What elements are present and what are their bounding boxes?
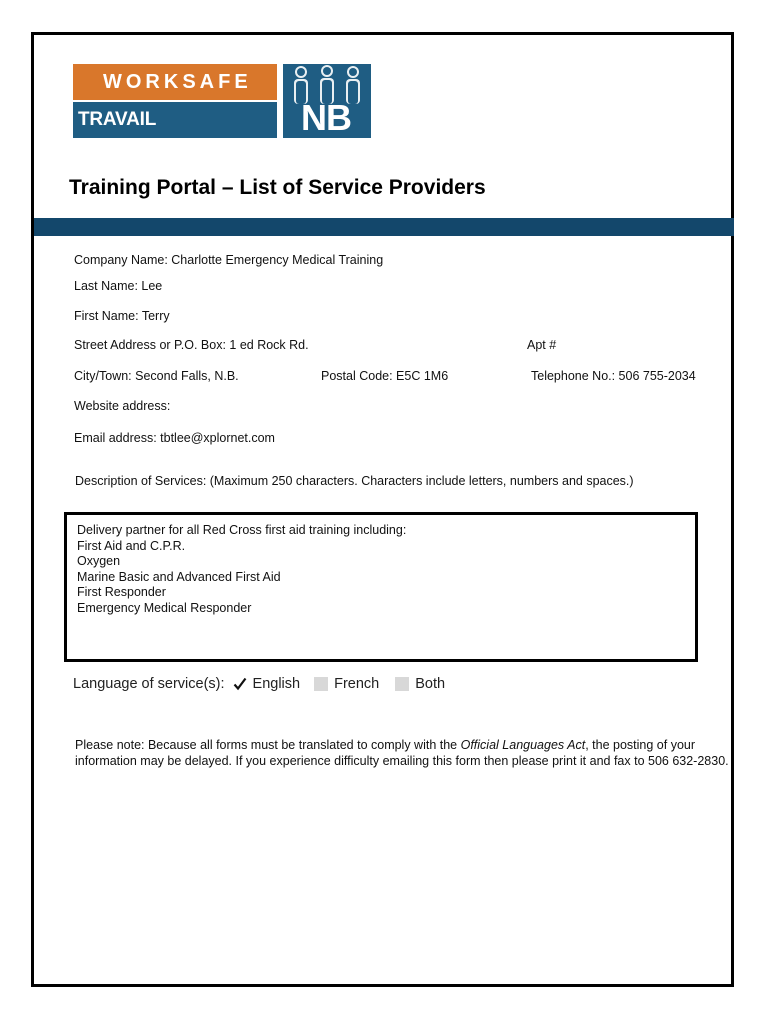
english-checkbox[interactable]: [233, 677, 247, 691]
checkmark-icon: [233, 677, 247, 691]
description-label: Description of Services: (Maximum 250 characters. Characters include letters, numbers and spaces.): [75, 474, 634, 488]
description-box: [64, 512, 698, 662]
postal-code-field: Postal Code: E5C 1M6: [321, 369, 449, 383]
website-field: Website address:: [74, 399, 171, 413]
company-name-field: Company Name: Charlotte Emergency Medical Training: [74, 253, 384, 267]
language-option-french[interactable]: [314, 676, 379, 692]
please-note: [75, 738, 745, 769]
both-label: Both: [415, 676, 446, 692]
page-title: Training Portal – List of Service Providers: [69, 176, 486, 199]
description-line: Marine Basic and Advanced First Aid: [77, 569, 281, 584]
note-text-before: Please note: Because all forms must be translated to comply with the: [75, 738, 461, 752]
city-field: City/Town: Second Falls, N.B.: [74, 369, 239, 383]
both-checkbox[interactable]: [395, 677, 409, 691]
description-line: First Aid and C.P.R.: [77, 538, 186, 553]
description-line: First Responder: [77, 585, 166, 599]
french-label: French: [334, 676, 380, 692]
language-row: [73, 676, 445, 692]
worksafe-logo: [73, 64, 373, 166]
logo-nb-text: NB: [301, 97, 351, 138]
description-line: Emergency Medical Responder: [77, 600, 252, 615]
street-address-field: Street Address or P.O. Box: 1 ed Rock Rd.: [74, 338, 309, 352]
logo-worksafe-text: WORKSAFE: [73, 64, 277, 100]
telephone-field: Telephone No.: 506 755-2034: [531, 369, 696, 383]
last-name-field: Last Name: Lee: [74, 279, 163, 293]
language-option-english[interactable]: [233, 676, 301, 692]
french-checkbox[interactable]: [314, 677, 328, 691]
description-line: Delivery partner for all Red Cross first aid training including:: [77, 523, 407, 537]
logo-travail-text: TRAVAIL SÉCURITAIRE: [73, 102, 277, 138]
first-name-field: First Name: Terry: [74, 309, 170, 323]
language-label: Language of service(s):: [73, 676, 225, 692]
language-option-both[interactable]: [395, 676, 445, 692]
apt-field: Apt #: [527, 338, 557, 352]
english-label: English: [252, 676, 301, 692]
title-bar: [34, 218, 734, 236]
description-line: Oxygen: [77, 554, 121, 568]
note-text-after: , the posting of your information may be delayed. If you experience difficulty emailing this form then please print it and fax to 506 632-2830.: [75, 738, 729, 768]
note-act-name: Official Languages Act: [460, 738, 586, 752]
email-field: Email address: tbtlee@xplornet.com: [74, 431, 275, 445]
